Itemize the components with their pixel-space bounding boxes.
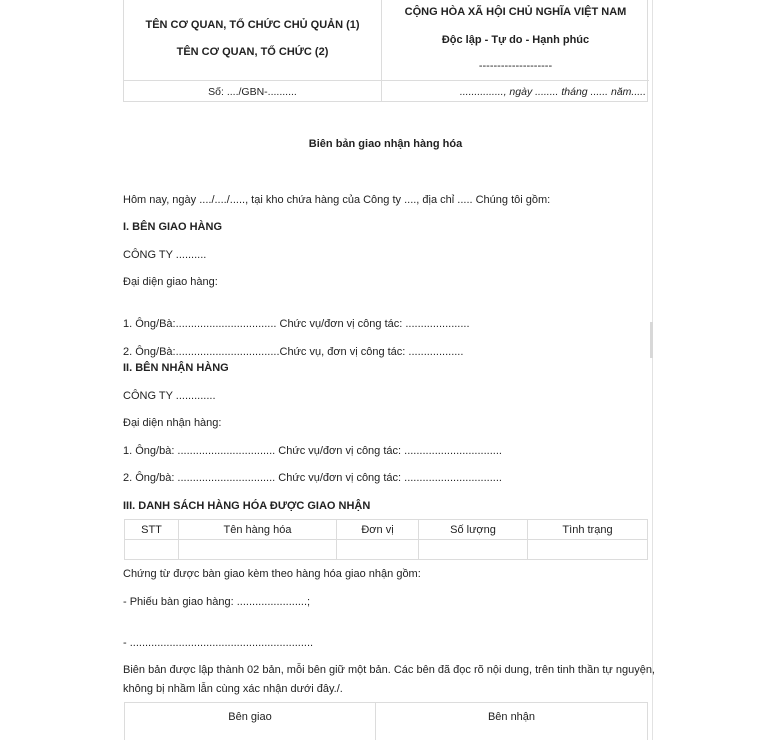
giver-rep-2: 2. Ông/Bà:..................................Chức vụ, đơn vị công tác: .................. (123, 346, 464, 358)
cell (528, 540, 648, 560)
docs-label: Chứng từ được bàn giao kèm theo hàng hóa giao nhận gồm: (123, 568, 421, 580)
intro-text: Hôm nay, ngày ..../..../....., tại kho chứa hàng của Công ty ...., địa chỉ ..... Chúng tôi gồm: (123, 194, 551, 206)
giver-heading: I. BÊN GIAO HÀNG (123, 221, 223, 233)
header-table (123, 0, 648, 102)
receiver-rep-1: 1. Ông/bà: ................................ Chức vụ/đơn vị công tác: ................................ (123, 445, 502, 457)
closing-line-2: không bị nhầm lẫn cùng xác nhận dưới đây./. (123, 683, 343, 695)
signature-giver: Bên giao (125, 703, 376, 740)
page-edge (652, 0, 653, 740)
col-unit: Đơn vị (337, 520, 419, 540)
giver-company: CÔNG TY .......... (123, 249, 207, 261)
cell (337, 540, 419, 560)
goods-header-row (125, 520, 648, 540)
receiver-rep-2: 2. Ông/bà: ................................ Chức vụ/đơn vị công tác: ................................ (123, 472, 502, 484)
col-quantity: Số lượng (419, 520, 528, 540)
goods-heading: III. DANH SÁCH HÀNG HÓA ĐƯỢC GIAO NHẬN (123, 500, 371, 512)
org-parent-name: TÊN CƠ QUAN, TỔ CHỨC CHỦ QUẢN (1) (145, 19, 360, 31)
header-row-divider (124, 80, 649, 81)
scroll-mark (650, 322, 653, 358)
signature-receiver: Bên nhận (376, 703, 648, 740)
docs-item-2: - ............................................................ (123, 637, 314, 649)
goods-table (124, 519, 648, 560)
col-status: Tình trạng (528, 520, 648, 540)
document-date: ..............., ngày ........ tháng ...... năm..... (459, 86, 646, 98)
giver-rep-1: 1. Ông/Bà:................................. Chức vụ/đơn vị công tác: ..................... (123, 318, 470, 330)
goods-empty-row (125, 540, 648, 560)
col-name: Tên hàng hóa (179, 520, 337, 540)
document-number: Số: ..../GBN-.......... (208, 86, 297, 98)
motto-separator: -------------------- (478, 60, 553, 72)
receiver-rep-label: Đại diện nhận hàng: (123, 417, 222, 429)
cell (125, 540, 179, 560)
document-title: Biên bản giao nhận hàng hóa (308, 138, 463, 150)
cell (419, 540, 528, 560)
country-name: CỘNG HÒA XÃ HỘI CHỦ NGHĨA VIỆT NAM (404, 6, 627, 18)
receiver-heading: II. BÊN NHẬN HÀNG (123, 362, 229, 374)
docs-item-1: - Phiếu bàn giao hàng: .......................; (123, 596, 311, 608)
cell (179, 540, 337, 560)
closing-line-1: Biên bản được lập thành 02 bản, mỗi bên giữ một bản. Các bên đã đọc rõ nội dung, trên tinh thần tự nguyện, (123, 664, 655, 676)
signature-row (125, 703, 648, 740)
receiver-company: CÔNG TY ............. (123, 390, 216, 402)
col-stt: STT (125, 520, 179, 540)
signature-table (124, 702, 648, 740)
org-name: TÊN CƠ QUAN, TỔ CHỨC (2) (176, 46, 329, 58)
motto: Độc lập - Tự do - Hạnh phúc (441, 34, 590, 46)
giver-rep-label: Đại diện giao hàng: (123, 276, 218, 288)
